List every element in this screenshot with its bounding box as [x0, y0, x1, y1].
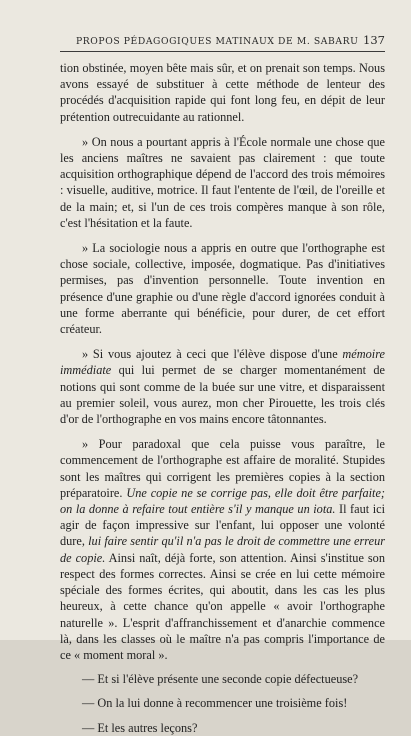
text-run: Ainsi naît, déjà forte, son attention. Ainsi s'institue son respect des formes correctes. Ainsi se crée en lui cette mémoire spéciale des formes écrites, qui aboutit, dans les cas les plus heureux, à cette chance qu'on appelle « avoir l'orthographe naturelle ». L'esprit d'affranchissement et d'anarchie commence là, dans les classes où le maître n'a pas compris l'importance de ce « moment moral ».	[60, 550, 385, 662]
italic-run: lui faire sentir qu'il n'a pas le droit de commettre une erreur de copie.	[60, 534, 386, 565]
body-text	[60, 60, 385, 736]
text-run: » La sociologie nous a appris en outre que l'orthographe est chose sociale, collective, imposée, dogmatique. Pas d'initiatives permises, pas d'invention personnelle. Toute invention en présence d'une graphie ou d'une règle d'accord ignorées conduit à une forme aberrante qui bénéficie, pour durer, de cet effort créateur.	[60, 241, 385, 337]
dialogue-line	[60, 671, 385, 687]
italic-run: mémoire immédiate	[60, 347, 385, 378]
text-run: » On nous a pourtant appris à l'École normale une chose que les anciens maîtres ne savaient pas clairement : que toute acquisition orthographique dépend de l'accord des trois mémoires : visuelle, auditive, motrice. Il faut l'entente de l'œil, de l'oreille et de la main; et, si l'un de ces trois compères manque à son rôle, c'est l'hésitation et la faute.	[60, 134, 385, 230]
paragraph	[60, 346, 385, 427]
text-run: — Et les autres leçons?	[82, 720, 198, 735]
italic-run: Une copie ne se corrige pas, elle doit être parfaite; on la donne à refaire tout entière s'il y manque un iota.	[60, 485, 385, 517]
text-run: Il faut ici agir de façon impressive sur l'enfant, lui opposer une volonté dure,	[60, 502, 385, 549]
page-number: 137	[363, 33, 385, 47]
running-title: PROPOS PÉDAGOGIQUES MATINAUX DE M. SABARU	[76, 36, 359, 47]
dialogue-line	[60, 695, 385, 711]
paragraph	[60, 134, 385, 231]
paragraph	[60, 240, 385, 337]
text-run: qui lui permet de se charger momentanément de notions qui sont comme de la buée sur une vitre, et disparaissent au premier soleil, vous aurez, mon cher Pirouette, les trois clés d'or de l'orthographe en vos mains encore tâtonnantes.	[60, 363, 385, 427]
text-run: — Et si l'élève présente une seconde copie défectueuse?	[82, 672, 359, 687]
text-run: » Si vous ajoutez à ceci que l'élève dispose d'une	[82, 347, 343, 362]
paragraph	[60, 436, 385, 663]
text-run: » Pour paradoxal que cela puisse vous paraître, le commencement de l'orthographe est affaire de moralité. Stupides sont les maîtres qui corrigent les premières copies à la section préparatoire.	[60, 437, 385, 500]
text-run: — On la lui donne à recommencer une troisième fois!	[82, 696, 348, 711]
dialogue-line	[60, 720, 385, 736]
paragraph	[60, 60, 385, 125]
text-run: tion obstinée, moyen bête mais sûr, et on prenait son temps. Nous avons essayé de substituer à cette méthode de lenteur des procédés d'acquisition rapide qui font long feu, en dépit de leur prétention outrecuidante au rationnel.	[60, 61, 385, 124]
header-rule	[60, 51, 385, 52]
running-header	[62, 33, 385, 49]
